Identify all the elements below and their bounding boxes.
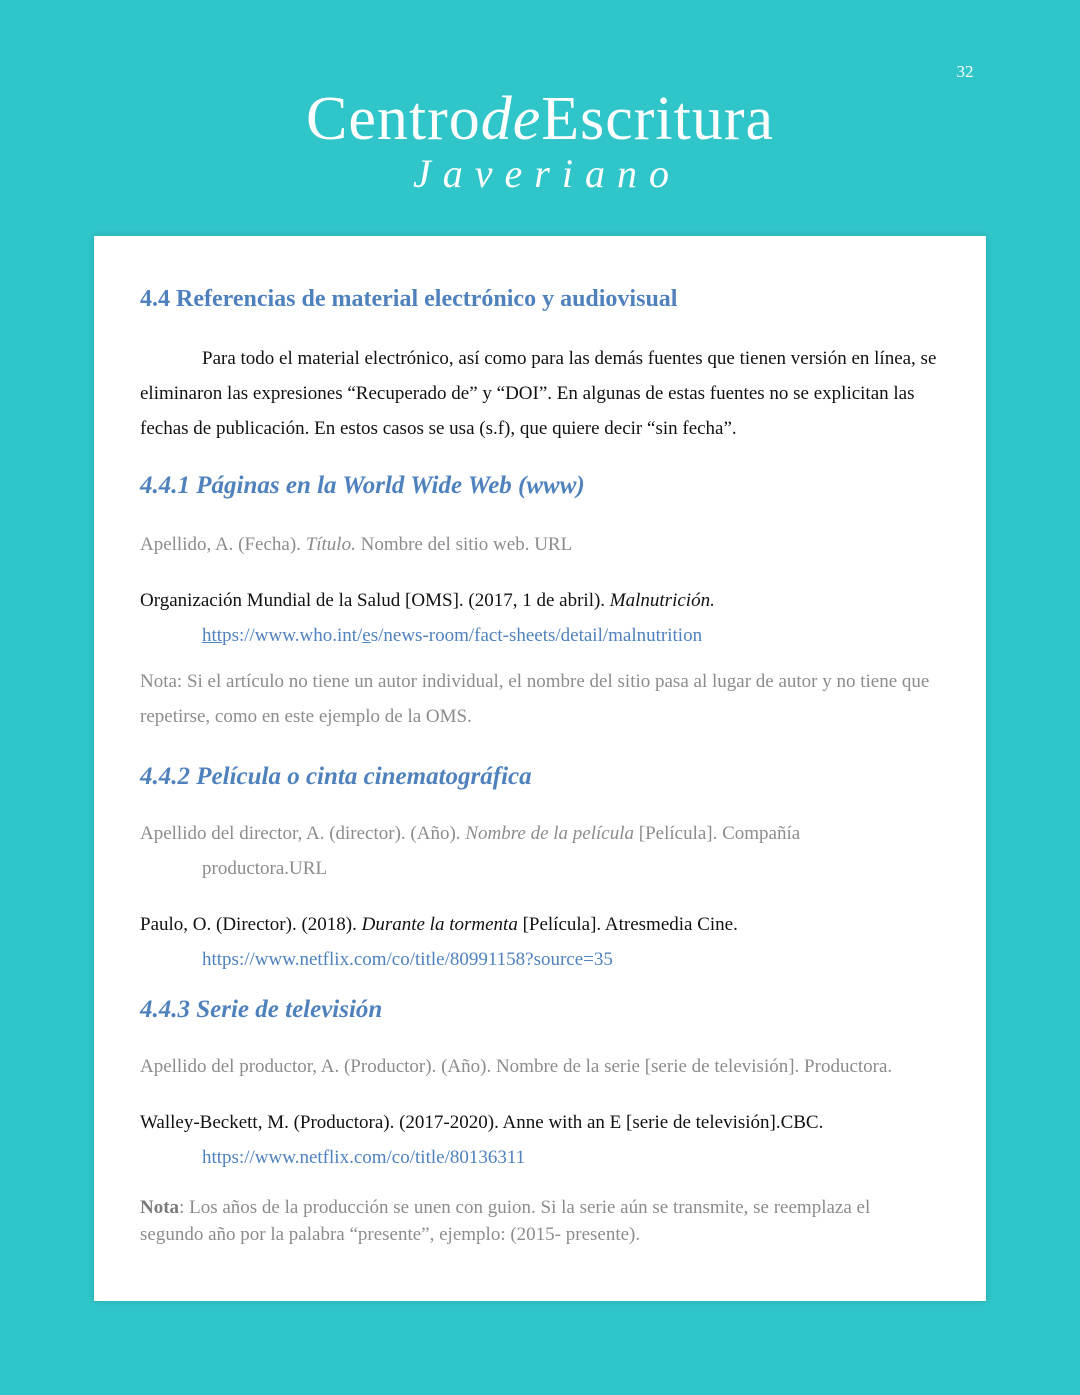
film-template (140, 816, 940, 886)
logo-title (0, 86, 1080, 152)
film-template-title: Nombre de la película (465, 823, 634, 844)
web-example-link[interactable] (140, 618, 940, 653)
web-template (140, 527, 940, 562)
page-number: 32 (956, 62, 974, 81)
film-example-c: [Película]. Atresmedia Cine. (517, 914, 738, 935)
film-template-d: productora.URL (202, 858, 328, 879)
tv-reference (140, 1105, 940, 1175)
web-example-author: Organización Mundial de la Salud [OMS]. (2017, 1 de abril). (140, 590, 610, 611)
film-example-title: Durante la tormenta (361, 914, 518, 935)
tv-heading: 4.4.3 Serie de televisión (140, 996, 383, 1023)
tv-note-text: : Los años de la producción se unen con guion. Si la serie aún se transmite, se reemplaza el segundo año por la palabra “presente”, ejemplo: (2015- presente). (140, 1197, 871, 1245)
tv-note (140, 1194, 930, 1248)
web-example-title: Malnutrición. (609, 590, 715, 611)
web-note: Nota: Si el artículo no tiene un autor individual, el nombre del sitio pasa al lugar de autor y no tiene que repetirse, como en este ejemplo de la OMS. (140, 671, 930, 727)
web-heading: 4.4.1 Páginas en la World Wide Web (www) (140, 472, 585, 499)
web-reference (140, 583, 940, 653)
logo-part-centro: Centro (305, 85, 481, 153)
film-template-a: Apellido del director, A. (director). (Año). (140, 823, 466, 844)
web-template-title: Título. (305, 534, 356, 555)
film-example-author: Paulo, O. (Director). (2018). (140, 914, 362, 935)
film-example-link[interactable]: https://www.netflix.com/co/title/80991158?source=35 (202, 949, 613, 970)
intro-paragraph: Para todo el material electrónico, así como para las demás fuentes que tienen versión en línea, se eliminaron las expresiones “Recuperado de” y “DOI”. En algunas de estas fuentes no se explicitan las fechas de publicación. En estos casos se usa (s.f), que quiere decir “sin fecha”. (140, 348, 937, 439)
tv-note-label: Nota (140, 1197, 180, 1218)
content-card (94, 236, 986, 1301)
film-template-c: [Película]. Compañía (634, 823, 801, 844)
tv-example: Walley-Beckett, M. (Productora). (2017-2020). Anne with an E [serie de televisión].CBC. (140, 1112, 824, 1133)
web-url-part-3: e (362, 625, 371, 646)
film-heading: 4.4.2 Película o cinta cinematográfica (140, 763, 532, 790)
logo (0, 86, 1080, 196)
web-url-part-2: ps://www.who.int/ (222, 625, 363, 646)
section-heading: 4.4 Referencias de material electrónico y audiovisual (140, 286, 678, 312)
film-reference (140, 907, 940, 977)
web-url-part-4: s/news-room/fact-sheets/detail/malnutrition (370, 625, 703, 646)
logo-part-escritura: Escritura (541, 85, 775, 153)
tv-template: Apellido del productor, A. (Productor). (Año). Nombre de la serie [serie de televisión]. Productora. (140, 1056, 893, 1077)
web-url-part-1: htt (202, 625, 223, 646)
web-template-a: Apellido, A. (Fecha). (140, 534, 306, 555)
logo-part-de: de (480, 85, 542, 153)
logo-subtitle: Javeriano (413, 151, 681, 196)
web-template-c: Nombre del sitio web. URL (355, 534, 573, 555)
tv-example-link[interactable]: https://www.netflix.com/co/title/80136311 (202, 1147, 526, 1168)
